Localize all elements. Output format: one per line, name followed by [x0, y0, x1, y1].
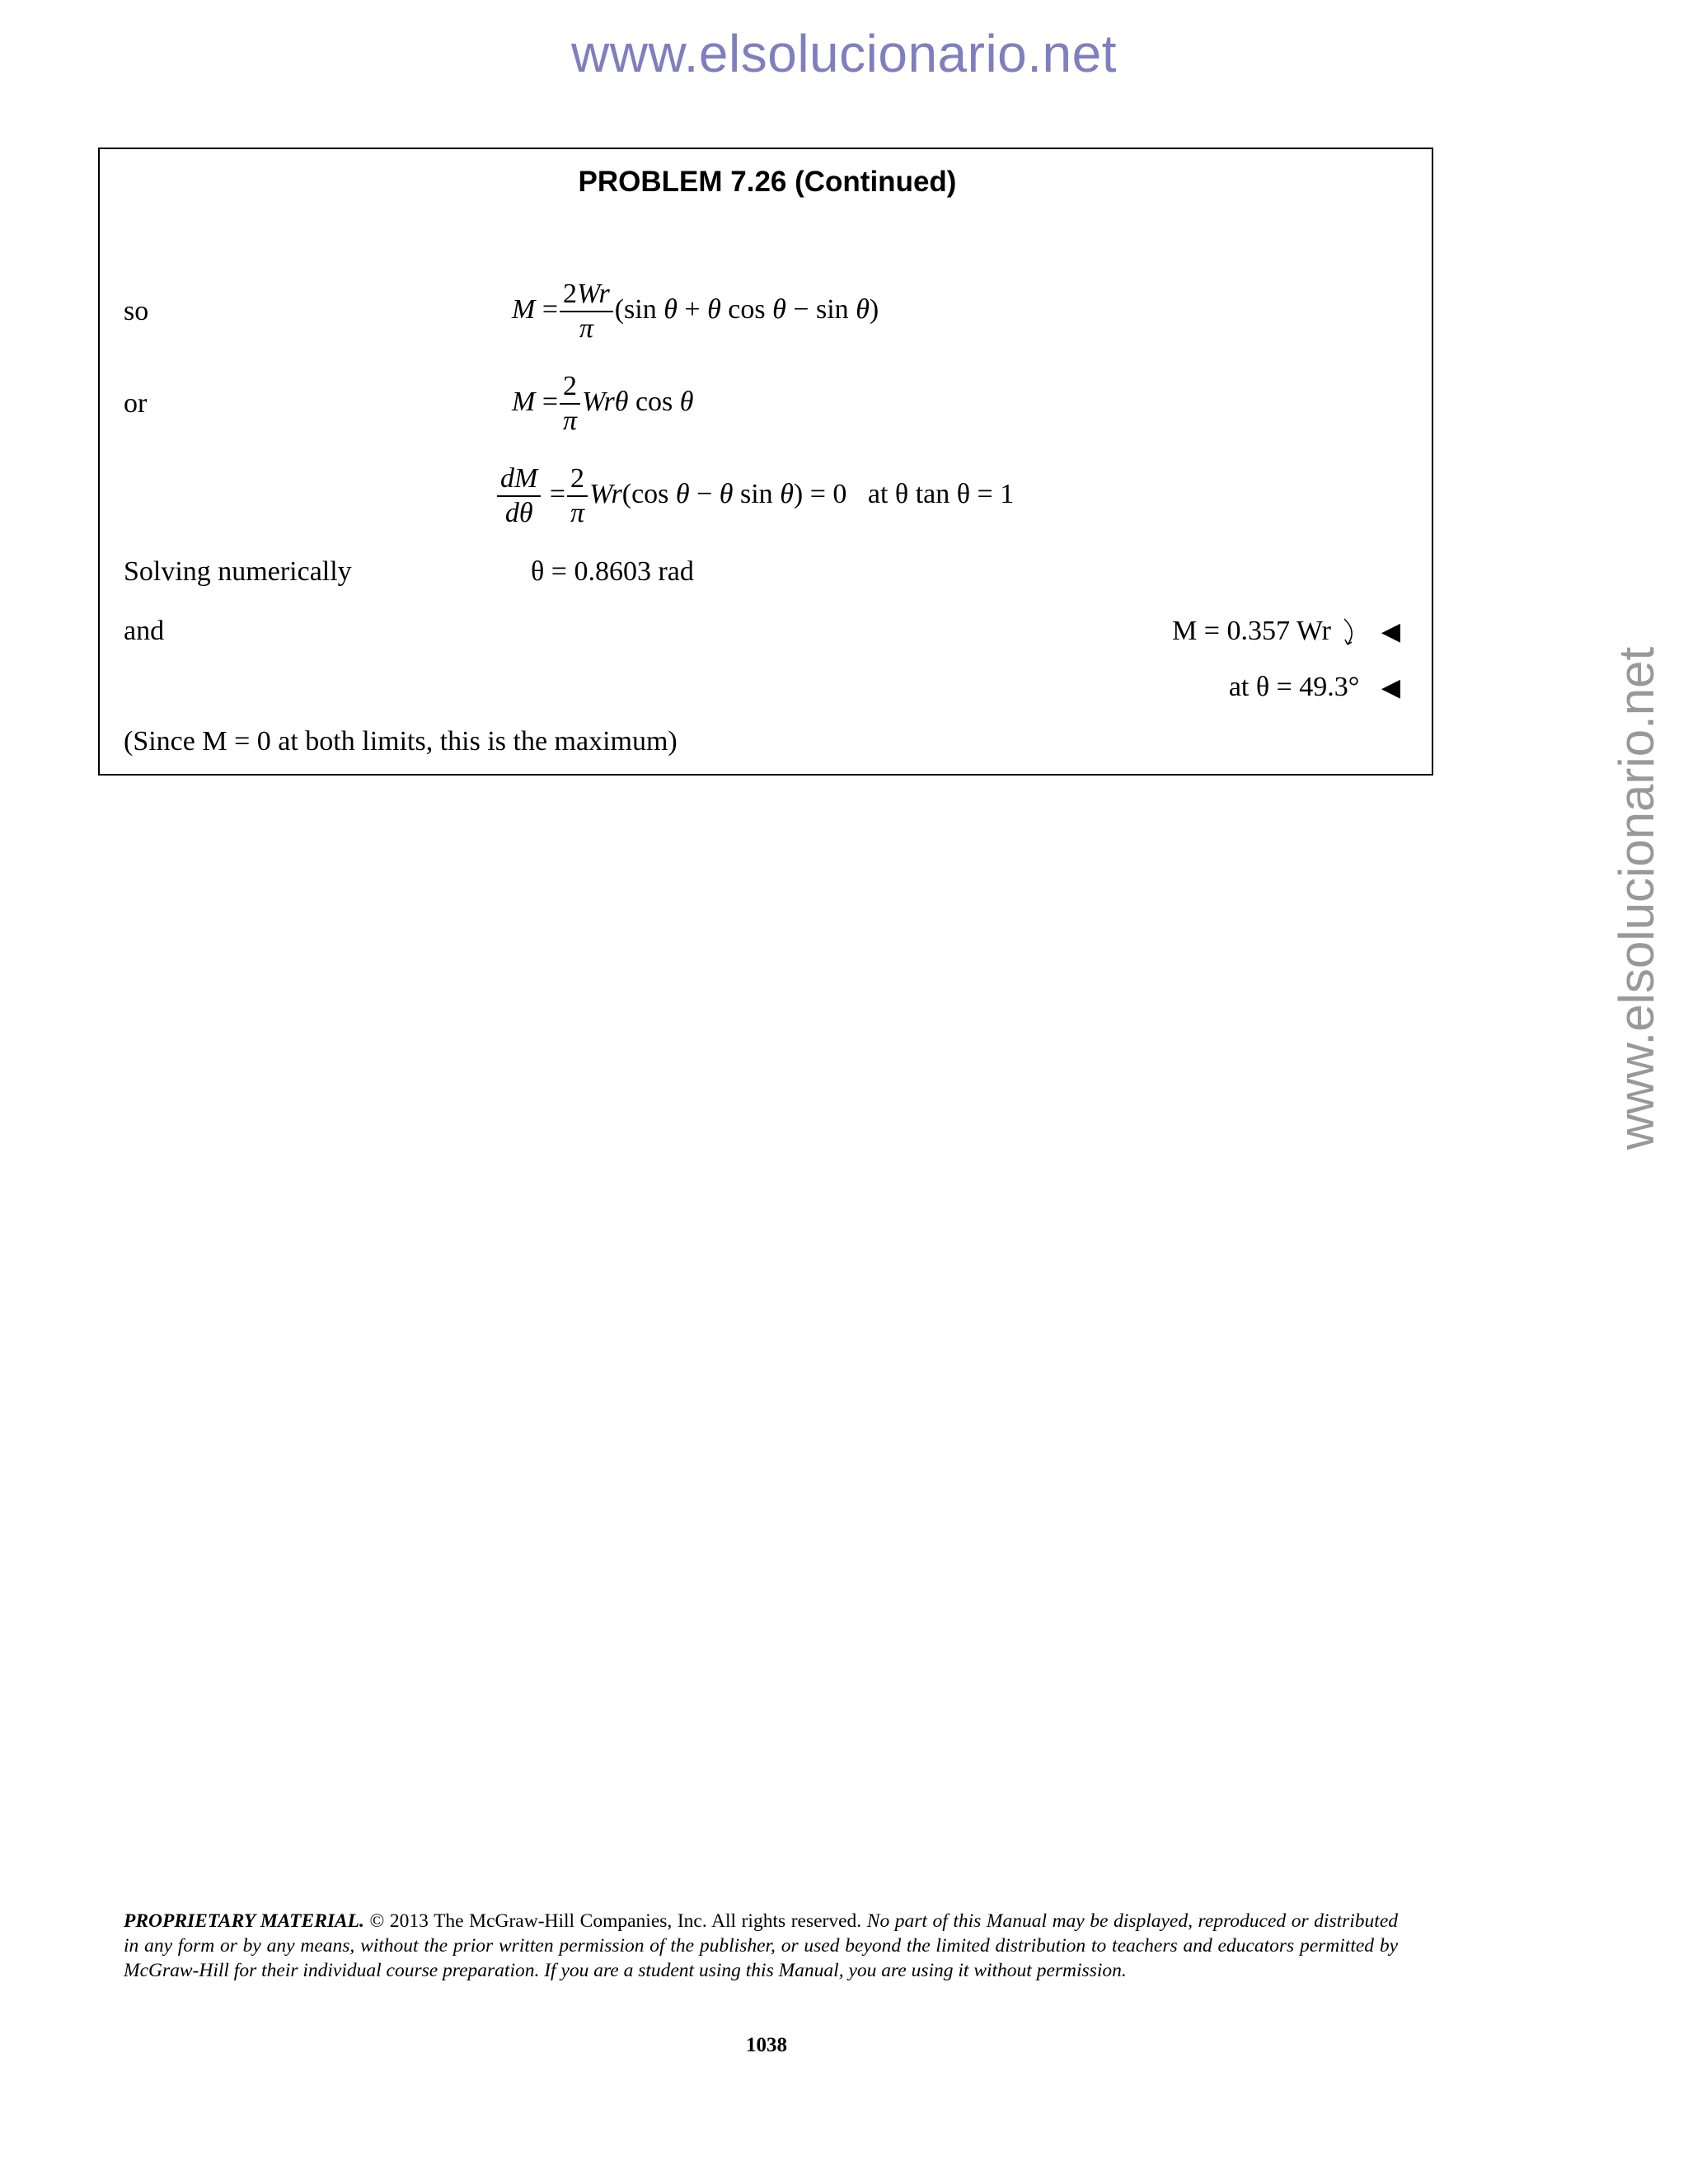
copyright-footer: [124, 1909, 1398, 1983]
derivative-condition: at θ tan θ = 1: [867, 478, 1015, 509]
answer-marker-icon: ◀: [1381, 618, 1400, 645]
equation-derivative: $\frac{dM}{d\theta}$ = $\frac{2}{\pi}$ Wr(cos θ − θ sin θ) = 0 at θ tan θ = 1: [495, 462, 1014, 530]
page-number: 1038: [746, 2034, 787, 2056]
label-or: or: [124, 388, 148, 419]
problem-title: PROBLEM 7.26 (Continued): [578, 166, 957, 198]
problem-box: [98, 148, 1433, 776]
footer-lead: PROPRIETARY MATERIAL.: [124, 1910, 364, 1932]
moment-answer: [1172, 616, 1400, 649]
angle-answer: [1229, 672, 1400, 703]
watermark-side: www.elsolucionario.net: [1609, 646, 1664, 1151]
equation-moment-expanded: M = $\frac{2Wr}{\pi}$ (sin θ + θ cos θ − sin θ): [512, 279, 879, 344]
label-and: and: [124, 616, 165, 646]
answer-marker-icon: ◀: [1381, 674, 1400, 701]
clockwise-moment-icon: [1341, 616, 1359, 649]
label-solving: Solving numerically: [124, 556, 352, 587]
watermark-top: www.elsolucionario.net: [571, 24, 1117, 83]
equation-moment-simplified: M = $\frac{2}{\pi}$ Wrθ cos θ: [512, 371, 694, 436]
footer-copyright: © 2013 The McGraw-Hill Companies, Inc. All rights reserved.: [369, 1910, 862, 1932]
label-so: so: [124, 296, 149, 326]
moment-answer-text: M = 0.357 Wr: [1172, 616, 1331, 646]
theta-solution: θ = 0.8603 rad: [531, 556, 694, 587]
maximum-note: (Since M = 0 at both limits, this is the maximum): [124, 726, 678, 757]
footer-notice: No part of this Manual may be displayed, reproduced or distributed in any form or by any means, without the prior written permission of the publisher, or used beyond the limited distribution to teachers and educators permitted by McGraw-Hill for their individual course preparation. If you are a student using this Manual, you are using it without permission.: [124, 1910, 1399, 1981]
angle-answer-text: at θ = 49.3°: [1228, 672, 1360, 702]
